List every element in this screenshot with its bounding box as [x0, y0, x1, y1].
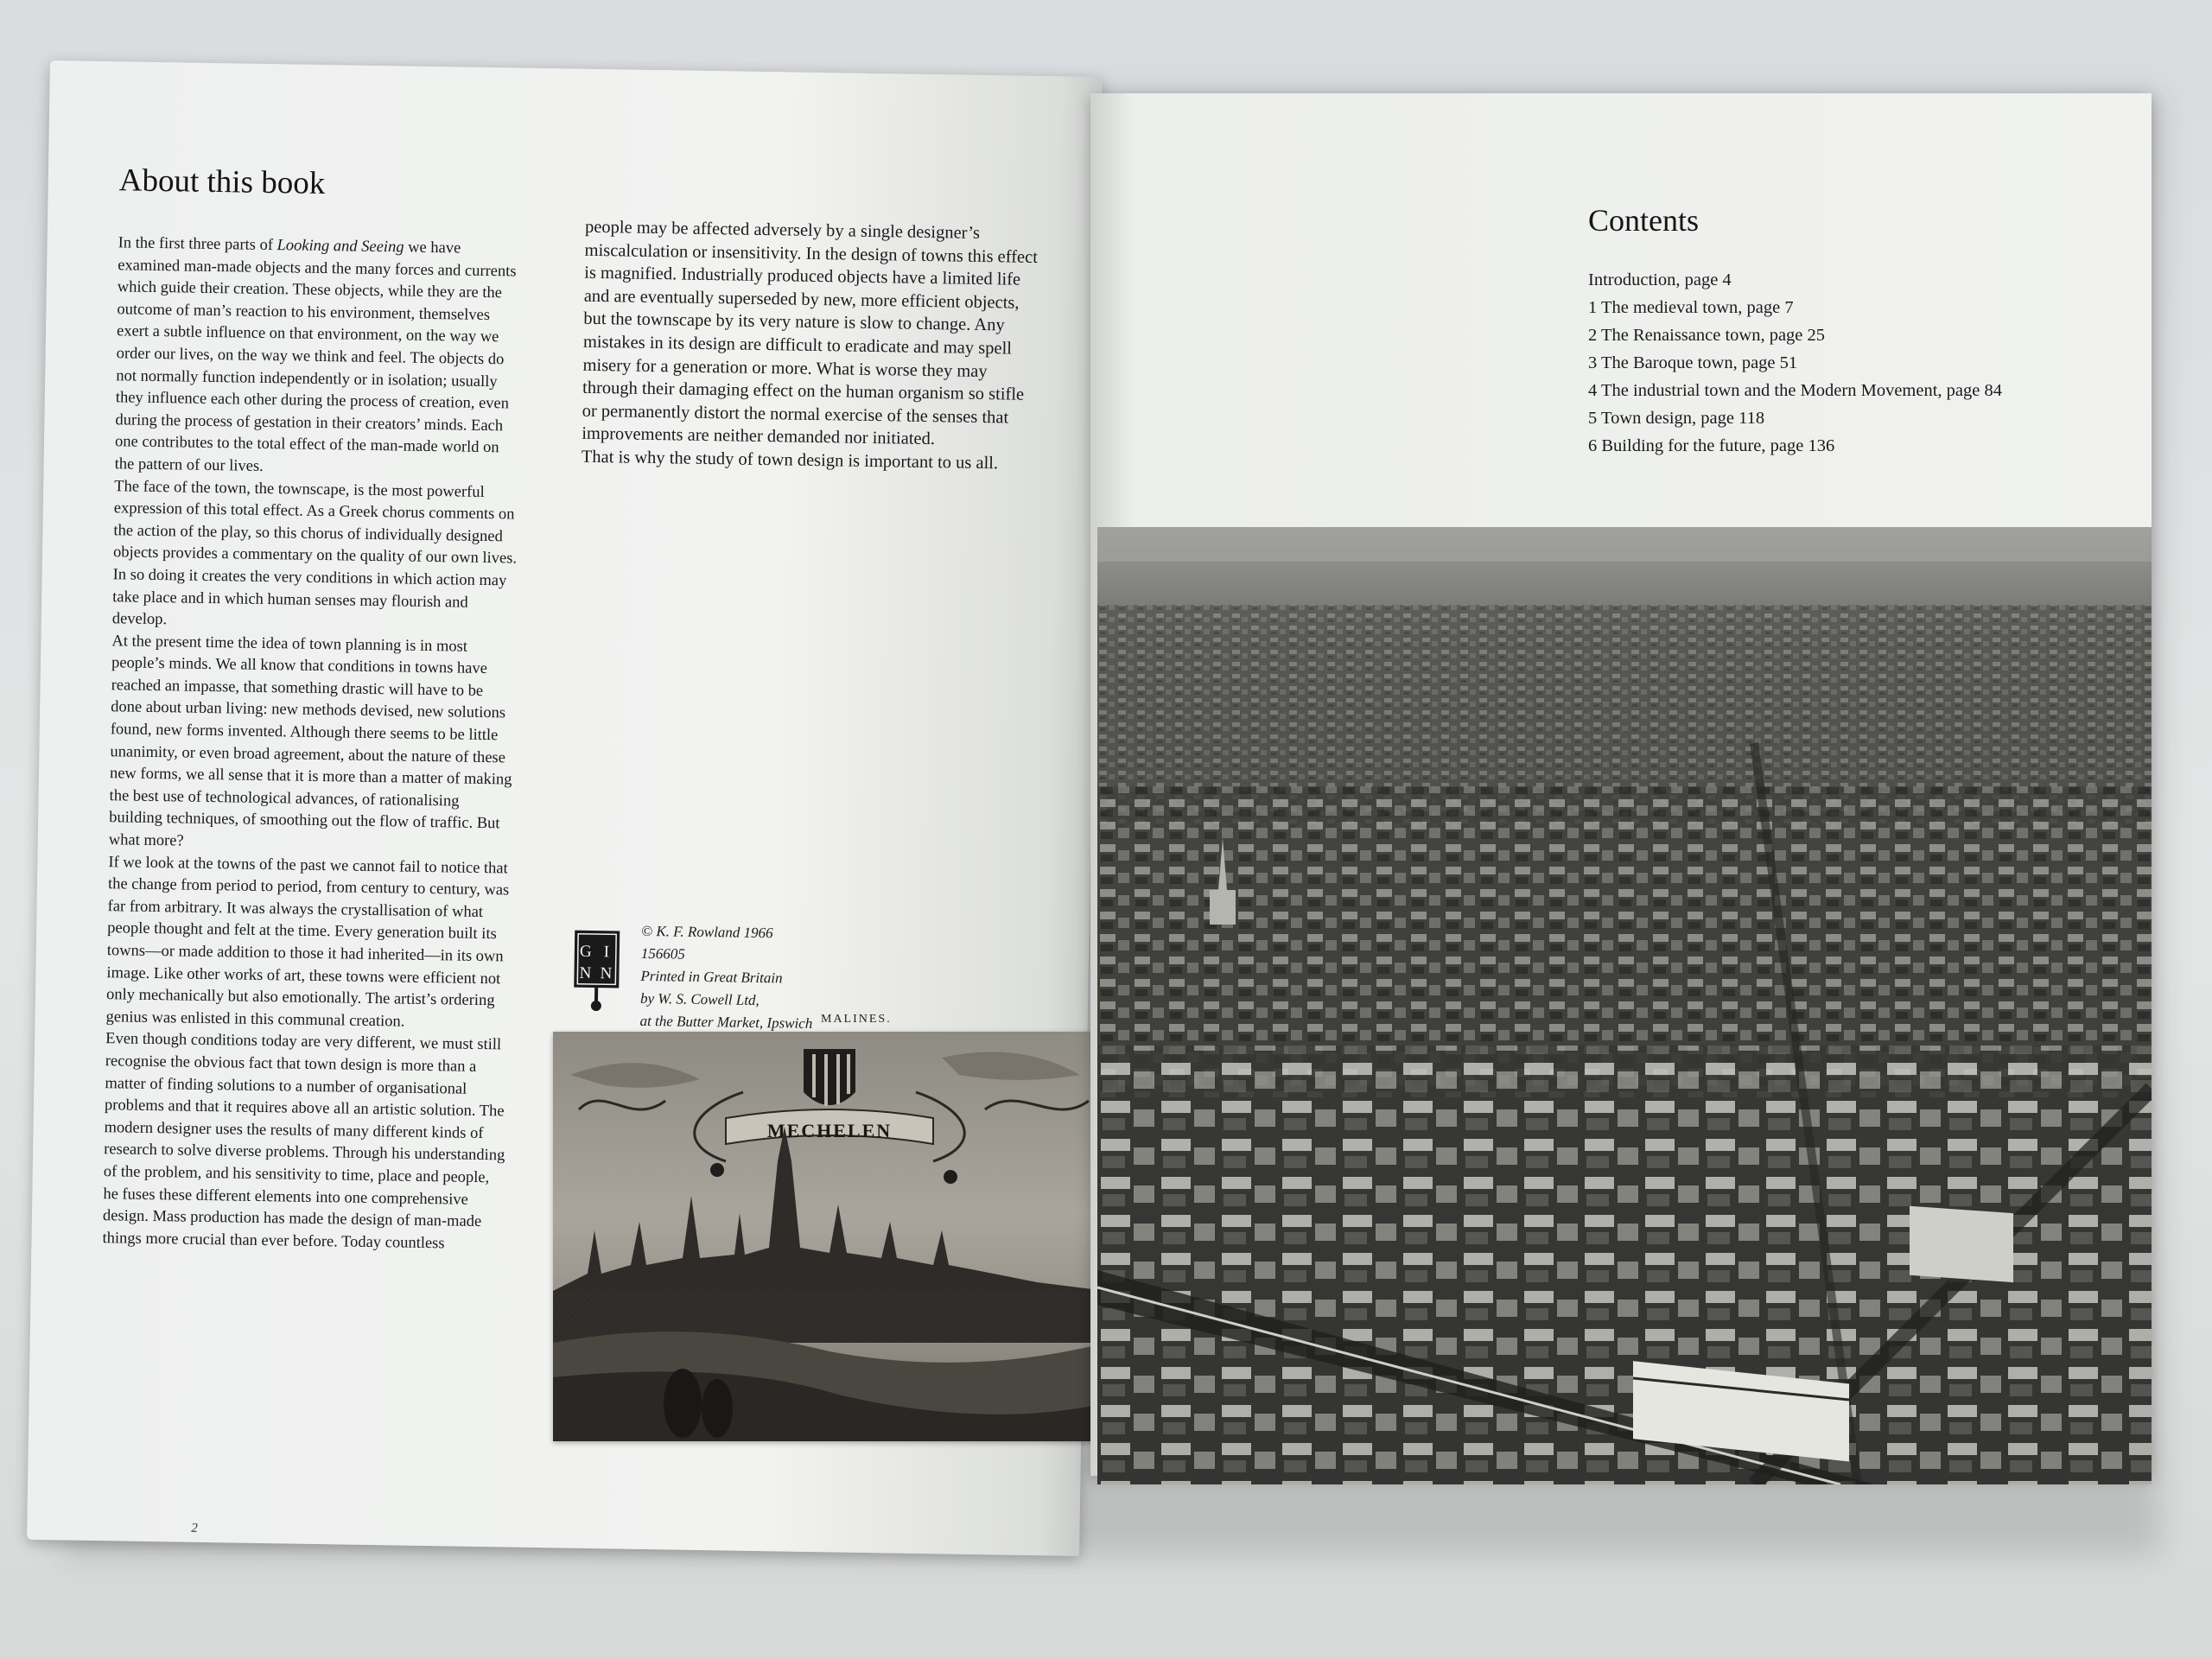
- about-paragraph-7: That is why the study of town design is important to us all.: [581, 447, 999, 474]
- page-number: 2: [191, 1521, 198, 1535]
- logo-letter-g: G: [579, 942, 592, 961]
- printed-line: Printed in Great Britain: [640, 967, 783, 987]
- contents-heading: Contents: [1588, 203, 1700, 238]
- logo-letter-n1: N: [579, 963, 592, 982]
- publisher-block: [573, 919, 972, 1032]
- about-paragraph-2: The face of the town, the townscape, is the most powerful expression of this total effect. As a Greek chorus comments on the action of the play, so this chorus of individually designed objects provides a commentary on the quality of our own lives. In so doing it creates the very conditions in which action may take place and in which human senses may flourish and develop.: [111, 477, 518, 629]
- series-title: Looking and Seeing: [276, 237, 404, 257]
- engraving-illustration: [553, 1032, 1106, 1441]
- toc-item: 6 Building for the future, page 136: [1588, 436, 1835, 455]
- logo-letter-n2: N: [600, 964, 613, 983]
- copyright-line: © K. F. Rowland 1966: [641, 922, 773, 942]
- about-column-2: [582, 216, 1042, 476]
- engraving-top-label: MALINES.: [821, 1013, 892, 1026]
- toc-item: 5 Town design, page 118: [1588, 409, 1765, 428]
- about-column-1: [102, 232, 522, 1256]
- toc-item: 3 The Baroque town, page 51: [1588, 353, 1798, 372]
- publication-credits: [639, 920, 969, 1038]
- toc-item: 1 The medieval town, page 7: [1588, 298, 1794, 317]
- aerial-photo-illustration: [1097, 527, 2152, 1484]
- about-paragraph-1: In the first three parts of Looking and Seeing we have examined man-made objects and the many forces and currents which guide their creation. These objects, while they are the outcome of man’s reaction to his environment, themselves exert a subtle influence on that environment, on the way we order our lives, on the way we think and feel. The objects do not normally function independently or in isolation; usually they influence each other during the process of creation, even during the process of gestation in their creators’ minds. Each one contributes to the total effect of the man-made world on the pattern of our lives.: [114, 234, 517, 475]
- toc-item: 2 The Renaissance town, page 25: [1588, 326, 1826, 345]
- ginn-logo-icon: [573, 930, 621, 1014]
- catalog-number: 156605: [640, 944, 685, 963]
- aerial-city-photo: [1097, 527, 2152, 1484]
- location-line: at the Butter Market, Ipswich: [639, 1012, 813, 1032]
- engraving-banner-label: MECHELEN: [766, 1120, 893, 1141]
- about-paragraph-6: people may be affected adversely by a single designer’s miscalculation or insensitivity. In the design of towns this effect is magnified. Industrially produced objects have a limited life and are eventually superseded by new, more efficient objects, but the townscape by its very nature is slow to change. Any mistakes in its design are difficult to eradicate and may spell misery for a generation or more. What is worse they may through their damaging effect on the human organism so stifle or permanently distort the normal exercise of the senses that improvements are neither demanded nor initiated.: [582, 217, 1039, 449]
- table-of-contents: [1588, 266, 2124, 460]
- about-paragraph-5: Even though conditions today are very different, we must still recognise the obvious fact that town design is more than a matter of finding solutions to a number of organisational problems and that it requires above all an artistic solution. The modern designer uses the results of many different kinds of research to solve diverse problems. Through his understanding of the problem, and his sensitivity to time, place and people, he fuses these different elements into one comprehensive design. Mass production has made the design of man-made things more crucial than ever before. Today countless: [102, 1030, 505, 1253]
- toc-item: Introduction, page 4: [1588, 270, 1732, 289]
- printer-line: by W. S. Cowell Ltd,: [639, 989, 760, 1009]
- toc-item: 4 The industrial town and the Modern Movement, page 84: [1588, 381, 2002, 400]
- about-paragraph-4: If we look at the towns of the past we cannot fail to notice that the change from period to period, from century to century, was far from arbitrary. It was always the crystallisation of what people thought and felt at the time. Every generation built its towns—or made addition to those it had inherited—in its own image. Like other works of art, these towns were efficient not only mechanically but also emotionally. The artist’s ordering genius was enlisted in this communal creation.: [105, 853, 510, 1031]
- about-paragraph-3: At the present time the idea of town planning is in most people’s minds. We all know that conditions in towns have reached an impasse, that something drastic will have to be done about urban living: new methods devised, new solutions found, new forms invented. Although there seems to be little unanimity, or even broad agreement, about the nature of these new forms, we all sense that it is more than a matter of making the best use of technological advances, of rationalising building techniques, of smoothing out the flow of traffic. But what more?: [108, 632, 512, 850]
- about-heading: About this book: [118, 162, 326, 202]
- logo-letter-i: I: [603, 943, 610, 962]
